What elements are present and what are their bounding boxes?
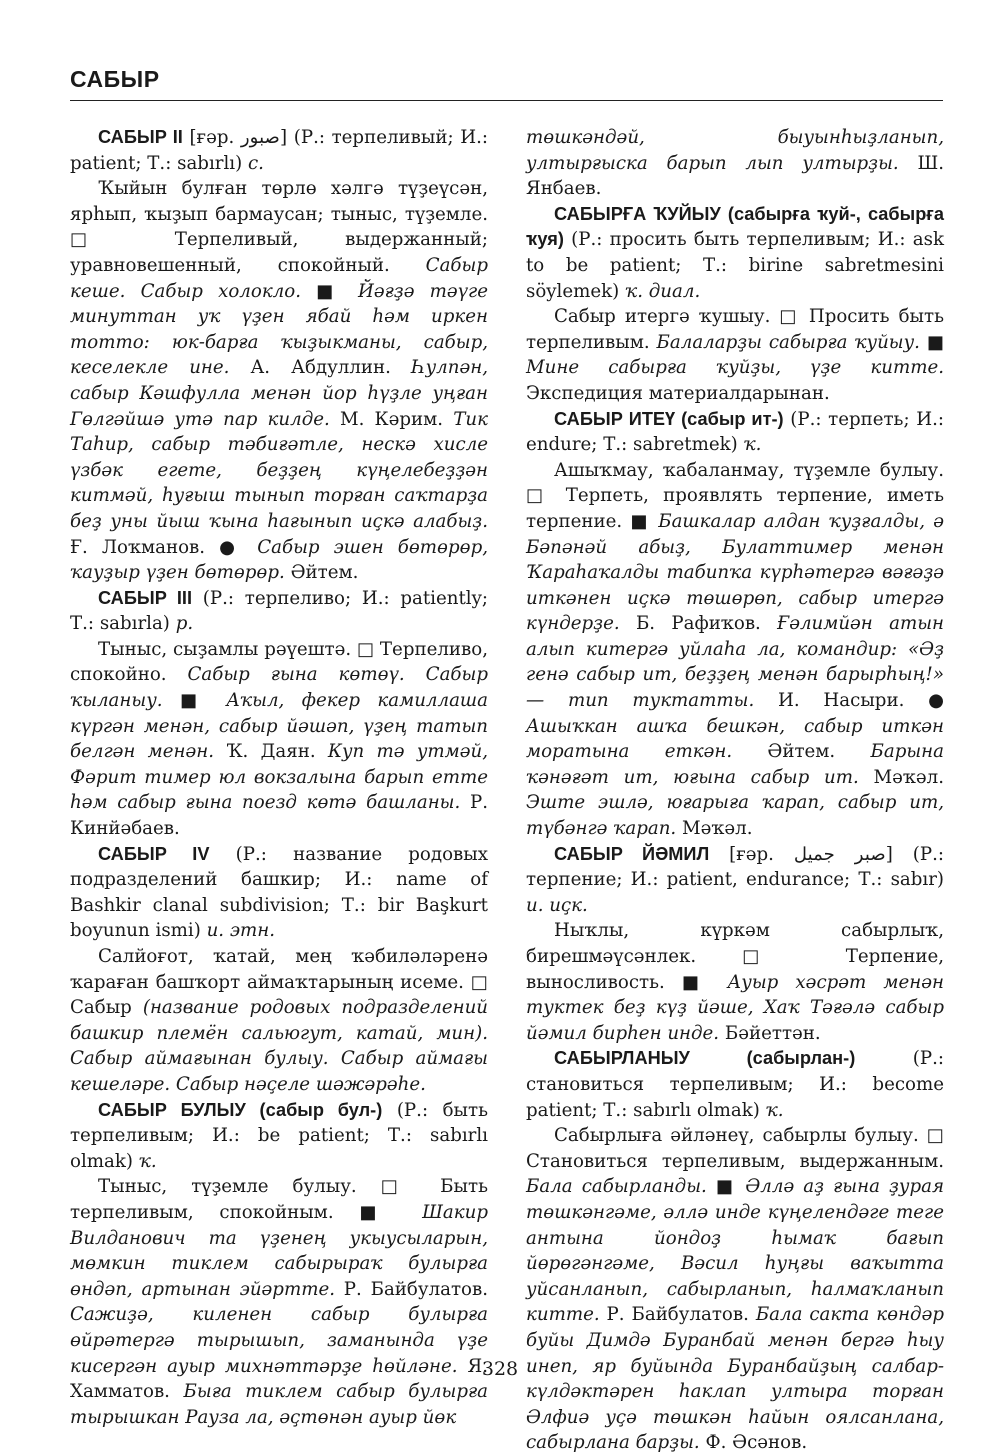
square-marker-icon: ■	[359, 1201, 423, 1223]
entry-sabyr-4: САБЫР IV (Р.: название родовых подразделений башкир; И.: name of Bashkir clanal subdivision; Т.: bir Başkurt boyunun ismi) и. этн.	[70, 843, 488, 942]
part-of-speech: и. этн.	[206, 920, 276, 942]
part-of-speech: с.	[247, 152, 264, 174]
entry-sabyr-3: САБЫР III (Р.: терпеливо; И.: patiently; Т.: sabırla) р.	[70, 587, 488, 635]
square-marker-icon: ■	[919, 331, 944, 353]
part-of-speech: ҡ.	[765, 1099, 784, 1121]
entry-definition: Тыныс, түҙемле булыу. □ Быть терпеливым, спокойным. ■ Шакир Вилданович та үҙенең укыусыларын, мөмкин тиклем сабырыраҡ булырға өндәп, артынан эйәртте. Р. Байбулатов. Сажиҙә, киленен сабыр булырға өйрәтергә тырышып, заманында үҙе кисергән ауыр михнәттәрҙе һөйләне. Я. Хамматов. Быға тиклем сабыр булырға тырышкан Рауза ла, әҫтөнән ауыр йөк	[70, 1176, 488, 1428]
square-marker-icon: ■	[162, 690, 227, 712]
entry-headword: САБЫР БУЛЫУ (сабыр бул-)	[98, 1099, 383, 1120]
entry-continuation: төшкәндәй, быуынһыҙланып, ултырғыска барып лып ултырҙы. Ш. Янбаев.	[526, 127, 944, 200]
entry-headword: САБЫР III	[98, 587, 193, 608]
entry-definition: Сабыр итергә ҡушыу. □ Просить быть терпеливым. Балаларҙы сабырға ҡуйыу. ■ Мине сабырға ҡуйҙы, үҙе китте. Экспедиция материалдарынан.	[526, 306, 944, 404]
arabic-etymon: صبور	[240, 127, 281, 148]
entry-definition: Сабырлыға әйләнеү, сабырлы булыу. □ Становиться терпеливым, выдержанным. Бала сабырланды. ■ Әллә аҙ ғына ҙурая төшкәнгәме, әллә инде күңелендәге теге антына йондоҙ һымаҡ бағып йөрөгәнгәме, Вәсил һуңғы ваҡытта уйсанланып, сабырланып, һалмаҡланып китте. Р. Байбулатов. Бала сакта көндәр буйы Димдә Буранбай менән бергә һыу инеп, яр буйында Буранбайҙың салбар-күлдәктәрен һаклап ултыра торған Әлфиә уҫә төшкән һайын оялсанлана, сабырлана барҙы. Ф. Әсәнов.	[526, 1125, 944, 1454]
entry-definition: Тыныс, сыҙамлы рәүештә. □ Терпеливо, спокойно. Сабыр ғына көтөү. Сабыр ҡыланыу. ■ Аҡыл, фекер камиллаша күргән менән, сабыр йәшәп, үҙең татып белгән менән. Ҡ. Даян. Куп тә утмәй, Фәрит тимер юл вокзалына барып етте һәм сабыр ғына поезд көтә башланы. Р. Кинйәбаев.	[70, 638, 488, 840]
square-marker-icon: ■	[630, 510, 659, 532]
bullet-marker-icon: ●	[928, 690, 944, 712]
entry-sabyrga-kuyyu: САБЫРҒА ҠУЙЫУ (сабырға ҡуй-, сабырға ҡуя) (Р.: просить быть терпеливым; И.: ask to be patient; Т.: birine sabretmesini söylemek) ҡ. диал.	[526, 203, 944, 302]
entry-headword: САБЫР II	[98, 127, 183, 147]
square-marker-icon: ■	[301, 280, 358, 302]
entry-sabyr-yamil: САБЫР ЙӘМИЛ [ғәр. صبر جميل] (Р.: терпение; И.: patient, endurance; Т.: sabır) и. иҫк.	[526, 843, 945, 916]
header-rule	[70, 100, 943, 101]
page-number: 328	[481, 1358, 519, 1380]
entry-headword: САБЫР IV	[98, 843, 210, 864]
entry-headword: САБЫРҒА ҠУЙЫУ (сабырға ҡуй-, сабырға ҡуя)	[526, 203, 944, 250]
entry-definition: Ашыҡмау, ҡабаланмау, түҙемле булыу. □ Терпеть, проявлять терпение, иметь терпение. ■ Башкалар алдан ҡуҙғалды, ә Бәпәнәй абыҙ, Булаттимер менән Ҡараһаҡалды табипҡа күрһәтергә вәғәҙә иткәнен иҫкә төшөрөп, сабыр итергә күндерҙе. Б. Рафиҡов. Ғәлимйән атын алып китергә уйлаһа ла, командир: «Әҙ генә сабыр ит, беҙҙең менән барырһың!» — тип туктатты. И. Насыри. ● Ашыҡкан ашҡа бешкән, сабыр иткән моратына еткән. Әйтем. Барына ҡәнәғәт ит, юғына сабыр ит. Мәҡәл. Эште эшлә, юғарыға ҡарап, сабыр ит, түбәнгә ҡарап. Мәҡәл.	[526, 459, 944, 840]
bullet-marker-icon: ●	[219, 536, 258, 558]
square-marker-icon: ■	[706, 1176, 746, 1198]
entry-sabyrlanyu: САБЫРЛАНЫУ (сабырлан-) (Р.: становиться терпеливым; И.: become patient; Т.: sabırlı olmak) ҡ.	[526, 1048, 944, 1121]
entry-headword: САБЫР ЙӘМИЛ	[554, 843, 710, 864]
entry-headword: САБЫР ИТЕҮ (сабыр ит-)	[554, 408, 784, 429]
entry-definition: Салйоғот, ҡатай, мең ҡәбиләләренә ҡараған башҡорт аймаҡтарының исеме. □ Сабыр (название родовых подразделений башкир племён сальюгут, катай, мин). Сабыр аймағынан булыу. Сабыр аймағы кешеләре. Сабыр нәҫеле шәжәрәһе.	[70, 946, 488, 1095]
entry-sabyr-iteu: САБЫР ИТЕҮ (сабыр ит-) (Р.: терпеть; И.: endure; Т.: sabretmek) ҡ.	[526, 408, 944, 456]
arabic-etymon: صبر جميل	[793, 843, 886, 865]
part-of-speech: ҡ.	[138, 1150, 157, 1172]
part-of-speech: и. иҫк.	[526, 894, 588, 916]
running-head: САБЫР	[70, 66, 160, 92]
part-of-speech: р.	[175, 613, 194, 635]
right-column	[526, 125, 944, 1456]
part-of-speech: ҡ. диал.	[625, 280, 701, 302]
part-of-speech: ҡ.	[743, 434, 762, 456]
entry-definition: Ныҡлы, күркәм сабырлыҡ, бирешмәүсәнлек. □ Терпение, выносливость. ■ Ауыр хәсрәт менән туктек беҙ күҙ йәше, Хаҡ Тәғәлә сабыр йәмил бирһен инде. Бәйеттән.	[526, 920, 944, 1044]
square-marker-icon: ■	[681, 971, 728, 993]
entry-headword: САБЫРЛАНЫУ (сабырлан-)	[554, 1048, 856, 1069]
entry-definition: Ҡыйын булған төрлө хәлгә түҙеүсән, ярһып, ҡыҙып бармаусан; тыныс, түҙемле. □ Терпеливый, выдержанный; уравновешенный, спокойный. Сабыр кеше. Сабыр холокло. ■ Йәғҙә тәүге минуттан уҡ үҙен ябай һәм иркен тотто: юк-барға ҡыҙыкманы, сабыр, кеселекле ине. А. Абдуллин. Һулпән, сабыр Кәшфулла менән йор һүҙле уңған Гөлгәйшә утә пар килде. М. Кәрим. Тик Таһир, сабыр тәбиғәтле, нескә хисле үзбәк егете, беҙҙең күңелебеҙҙән китмәй, һуғыш тынып торған саҡтарҙа беҙ уны йыш ҡына һағынып иҫкә алабыҙ. Ғ. Лоҡманов. ● Сабыр эшен бөтөрөр, ҡауҙыр үҙен бөтөрөр. Әйтем.	[70, 178, 488, 584]
entry-sabyr-bulyu: САБЫР БУЛЫУ (сабыр бул-) (Р.: быть терпеливым; И.: be patient; Т.: sabırlı olmak) ҡ.	[70, 1099, 488, 1172]
entry-sabyr-2: САБЫР II [ғәр. صبور] (Р.: терпеливый; И.: patient; Т.: sabırlı) с.	[70, 127, 488, 174]
left-column	[70, 125, 488, 1430]
